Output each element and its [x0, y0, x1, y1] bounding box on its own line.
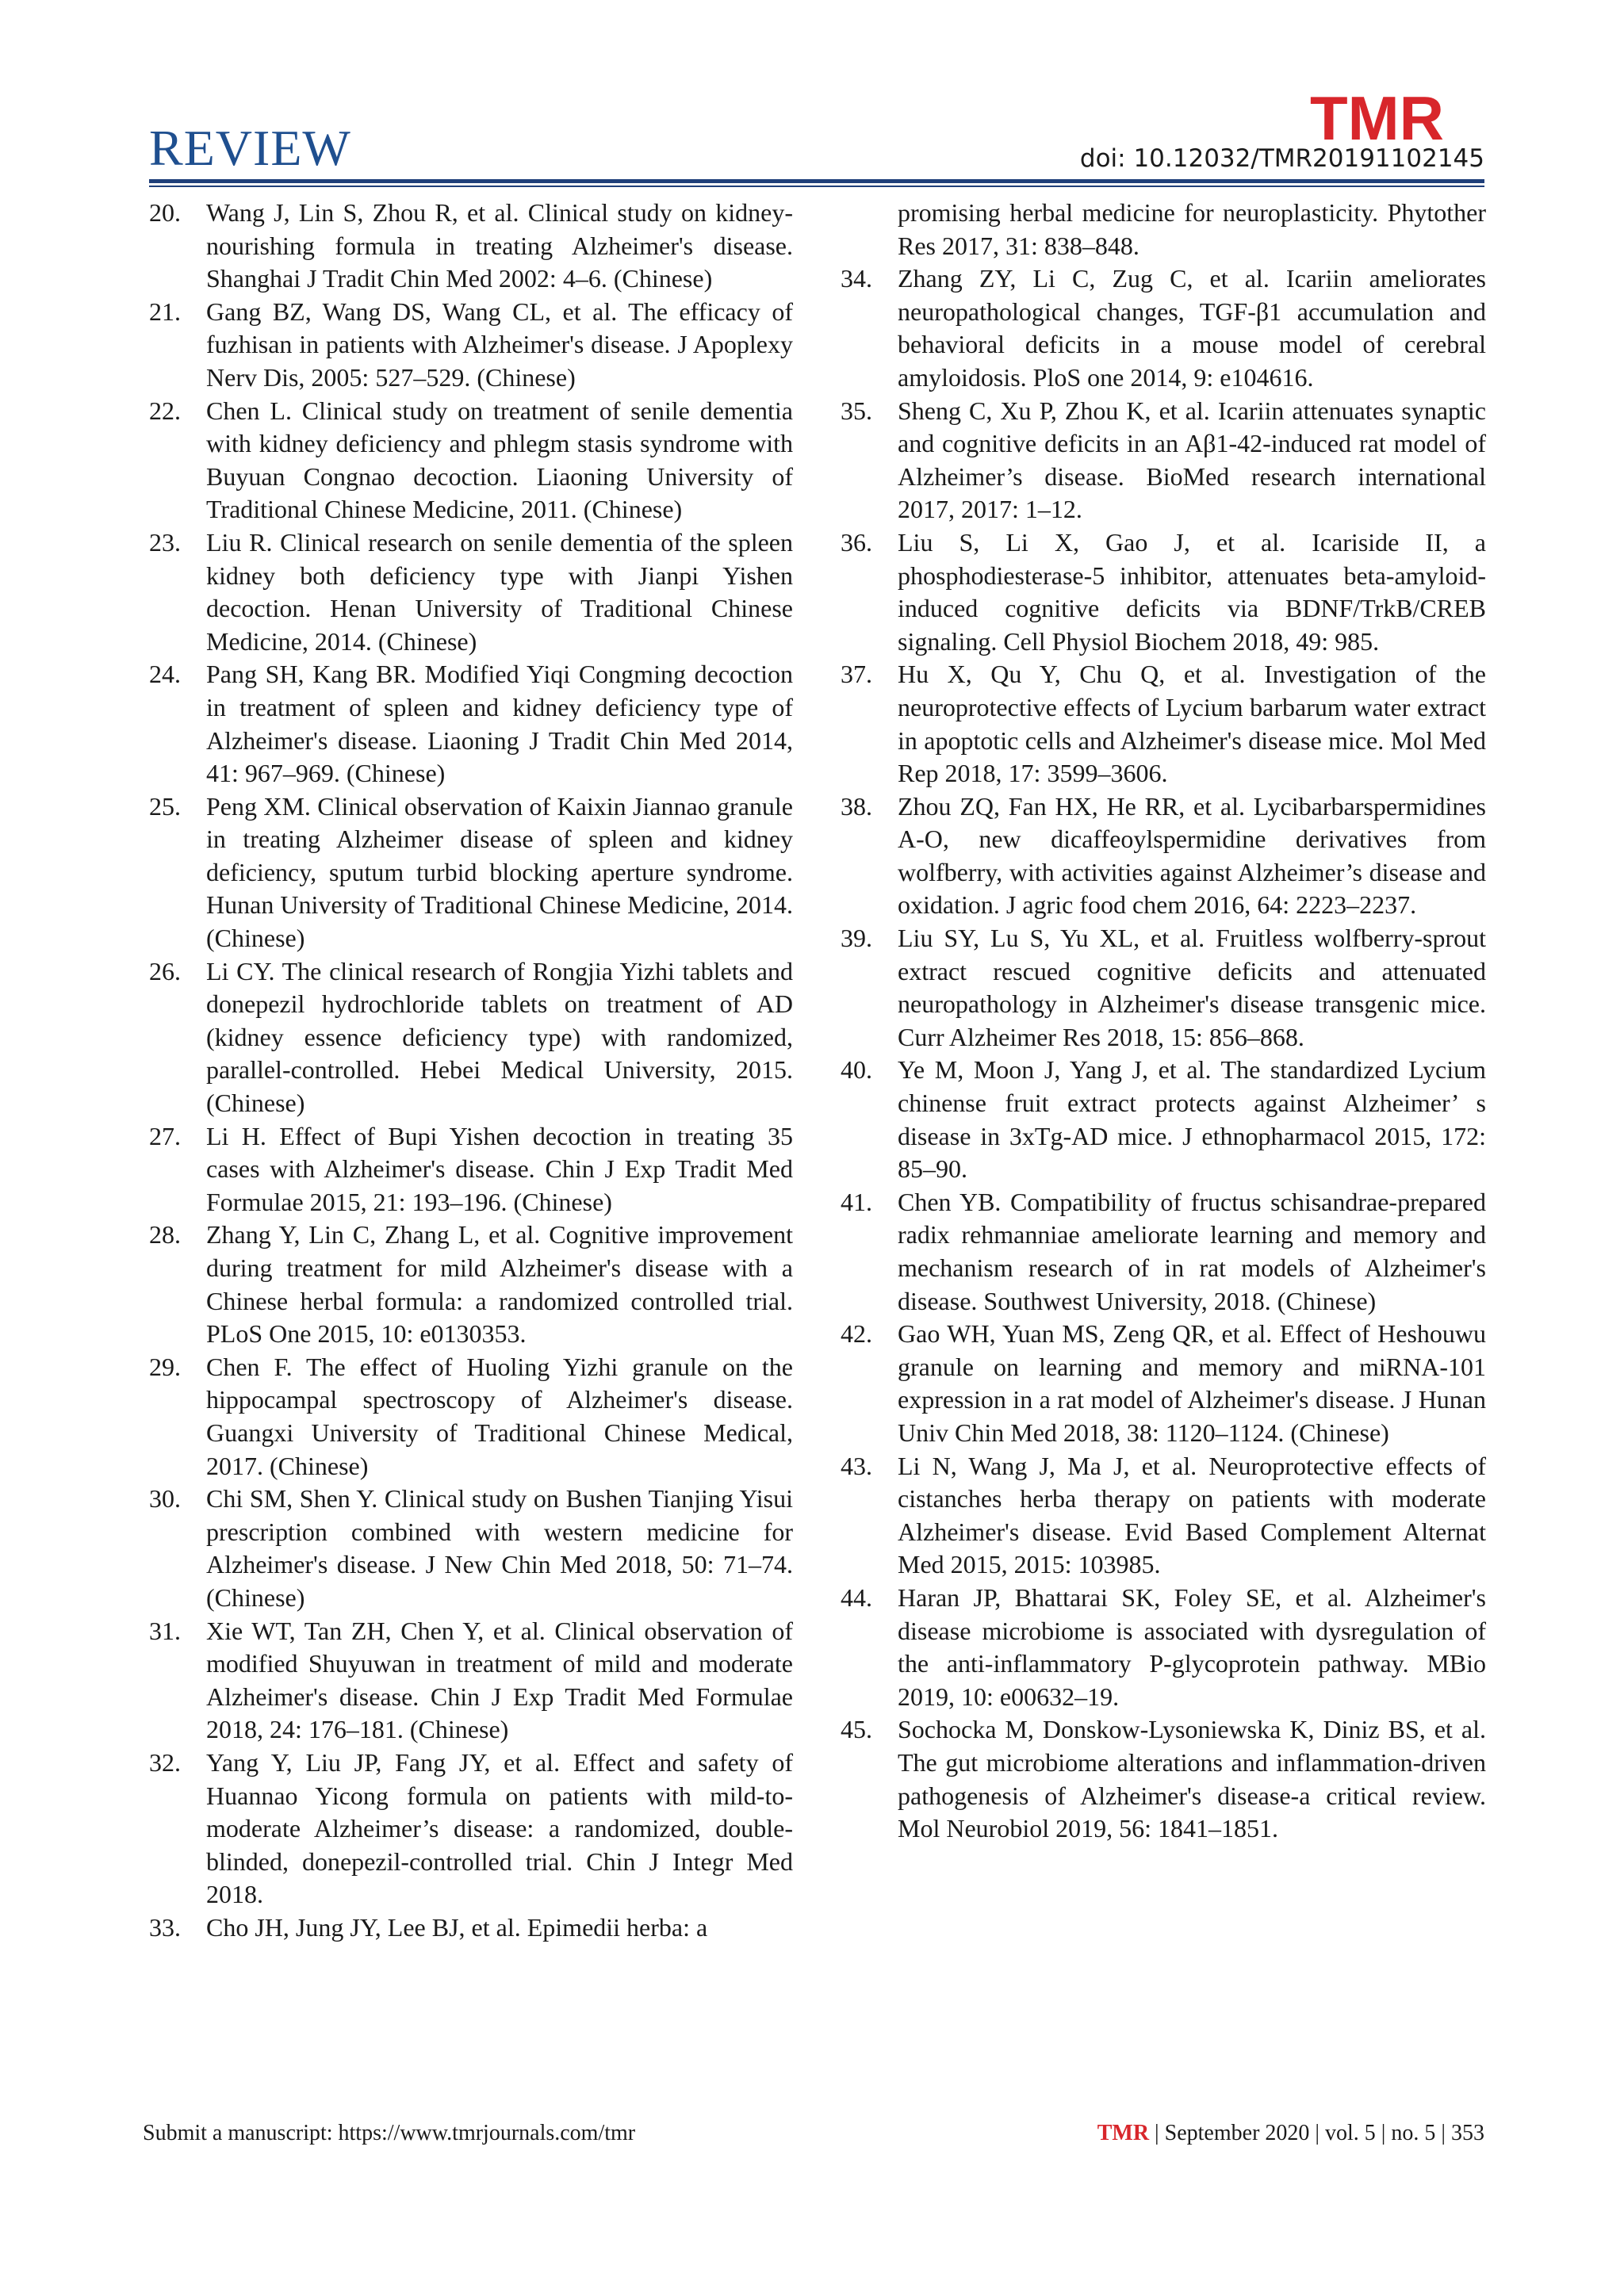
reference-item — [149, 1351, 793, 1483]
reference-item — [841, 1582, 1486, 1713]
reference-column-right — [841, 197, 1486, 1846]
reference-continuation: promising herbal medicine for neuroplasticity. Phytother Res 2017, 31: 838–848. — [898, 198, 1486, 260]
header-rule-thin — [149, 186, 1484, 187]
reference-number: 31. — [149, 1616, 181, 1645]
reference-item — [841, 1450, 1486, 1582]
reference-number: 38. — [841, 791, 872, 821]
reference-number: 36. — [841, 527, 872, 557]
reference-text: Gang BZ, Wang DS, Wang CL, et al. The efficacy of fuzhisan in patients with Alzheimer's disease. J Apoplexy Nerv Dis, 2005: 527–529. (Chinese) — [206, 297, 793, 392]
reference-number: 24. — [149, 660, 181, 689]
reference-item — [841, 1186, 1486, 1318]
reference-text: Chen YB. Compatibility of fructus schisandrae-prepared radix rehmanniae ameliorate learning and memory and mechanism research of in rat models of Alzheimer's disease. Southwest University, 2018. (Chinese) — [898, 1187, 1486, 1315]
reference-text: Cho JH, Jung JY, Lee BJ, et al. Epimedii herba: a — [206, 1912, 708, 1942]
reference-item — [149, 395, 793, 526]
reference-number: 27. — [149, 1121, 181, 1150]
footer-citation — [1097, 2121, 1484, 2146]
reference-text: Zhou ZQ, Fan HX, He RR, et al. Lycibarbarspermidines A-O, new dicaffeoylspermidine derivatives from wolfberry, with activities against Alzheimer’s disease and oxidation. J agric food chem 2016, 64: 2223–2237. — [898, 791, 1486, 920]
reference-text: Li CY. The clinical research of Rongjia Yizhi tablets and donepezil hydrochloride tablets on treatment of AD (kidney essence deficiency type) with randomized, parallel-controlled. Hebei Medical University, 2015. (Chinese) — [206, 956, 793, 1118]
reference-item — [149, 790, 793, 955]
reference-number: 22. — [149, 396, 181, 425]
reference-item — [149, 1219, 793, 1350]
reference-item — [841, 526, 1486, 658]
reference-text: Liu S, Li X, Gao J, et al. Icariside II, a phosphodiesterase-5 inhibitor, attenuates beta-amyloid-induced cognitive deficits via BDNF/TrkB/CREB signaling. Cell Physiol Biochem 2018, 49: 985. — [898, 527, 1486, 656]
reference-number: 43. — [841, 1451, 872, 1480]
reference-item — [149, 1483, 793, 1614]
reference-item — [149, 296, 793, 395]
reference-number: 39. — [841, 924, 872, 953]
reference-text: Sochocka M, Donskow-Lysoniewska K, Diniz BS, et al. The gut microbiome alterations and inflammation-driven pathogenesis of Alzheimer's disease-a critical review. Mol Neurobiol 2019, 56: 1841–1851. — [898, 1715, 1486, 1843]
reference-number: 40. — [841, 1055, 872, 1085]
reference-item — [149, 526, 793, 658]
reference-number: 42. — [841, 1319, 872, 1349]
reference-number: 28. — [149, 1220, 181, 1249]
reference-text: Zhang Y, Lin C, Zhang L, et al. Cognitive improvement during treatment for mild Alzheimer's disease with a Chinese herbal formula: a randomized controlled trial. PLoS One 2015, 10: e0130353. — [206, 1220, 793, 1349]
doi: doi: 10.12032/TMR20191102145 — [1079, 144, 1484, 173]
reference-text: Li N, Wang J, Ma J, et al. Neuroprotective effects of cistanches herba therapy on patients with moderate Alzheimer's disease. Evid Based Complement Alternat Med 2015, 2015: 103985. — [898, 1451, 1486, 1579]
reference-item — [841, 922, 1486, 1054]
reference-item — [149, 1120, 793, 1219]
reference-number: 26. — [149, 956, 181, 985]
journal-logo — [1310, 90, 1477, 147]
reference-number: 37. — [841, 660, 872, 689]
reference-item — [841, 1054, 1486, 1185]
reference-number: 34. — [841, 264, 872, 293]
reference-number: 32. — [149, 1747, 181, 1777]
footer-issue: | September 2020 | vol. 5 | no. 5 | 353 — [1149, 2121, 1484, 2145]
reference-number: 29. — [149, 1352, 181, 1381]
reference-item — [149, 1615, 793, 1747]
reference-text: Liu R. Clinical research on senile dementia of the spleen kidney both deficiency type with Jianpi Yishen decoction. Henan University of Traditional Chinese Medicine, 2014. (Chinese) — [206, 527, 793, 656]
header-rule-thick — [149, 179, 1484, 183]
reference-item — [841, 1318, 1486, 1449]
reference-number: 35. — [841, 396, 872, 425]
reference-number: 41. — [841, 1187, 872, 1216]
reference-text: Yang Y, Liu JP, Fang JY, et al. Effect and safety of Huannao Yicong formula on patients with mild-to-moderate Alzheimer’s disease: a randomized, double-blinded, donepezil-controlled trial. Chin J Integr Med 2018. — [206, 1747, 793, 1909]
reference-item — [149, 1747, 793, 1911]
reference-number: 20. — [149, 198, 181, 227]
reference-text: Sheng C, Xu P, Zhou K, et al. Icariin attenuates synaptic and cognitive deficits in an Aβ1-42-induced rat model of Alzheimer’s disease. BioMed research international 2017, 2017: 1–12. — [898, 396, 1486, 524]
submit-manuscript-link[interactable]: Submit a manuscript: https://www.tmrjournals.com/tmr — [143, 2121, 636, 2145]
reference-item — [149, 955, 793, 1120]
reference-item — [149, 1911, 793, 1945]
section-label: REVIEW — [149, 120, 351, 176]
reference-number: 25. — [149, 791, 181, 821]
reference-item — [841, 790, 1486, 922]
logo-text: TMR — [1310, 90, 1444, 147]
reference-text: Zhang ZY, Li C, Zug C, et al. Icariin ameliorates neuropathological changes, TGF-β1 accumulation and behavioral deficits in a mouse model of cerebral amyloidosis. PloS one 2014, 9: e104616. — [898, 264, 1486, 392]
reference-number: 30. — [149, 1484, 181, 1513]
reference-item — [149, 658, 793, 790]
reference-text: Xie WT, Tan ZH, Chen Y, et al. Clinical observation of modified Shuyuwan in treatment of mild and moderate Alzheimer's disease. Chin J Exp Tradit Med Formulae 2018, 24: 176–181. (Chinese) — [206, 1616, 793, 1744]
reference-text: Ye M, Moon J, Yang J, et al. The standardized Lycium chinense fruit extract protects against Alzheimer’ s disease in 3xTg-AD mice. J ethnopharmacol 2015, 172: 85–90. — [898, 1055, 1486, 1184]
reference-item — [149, 197, 793, 296]
reference-item — [841, 395, 1486, 526]
reference-text: Gao WH, Yuan MS, Zeng QR, et al. Effect of Heshouwu granule on learning and memory and miRNA-101 expression in a rat model of Alzheimer's disease. J Hunan Univ Chin Med 2018, 38: 1120–1124. (Chinese) — [898, 1319, 1486, 1447]
reference-text: Peng XM. Clinical observation of Kaixin Jiannao granule in treating Alzheimer disease of spleen and kidney deficiency, sputum turbid blocking aperture syndrome. Hunan University of Traditional Chinese Medicine, 2014. (Chinese) — [206, 791, 793, 953]
reference-text: Chi SM, Shen Y. Clinical study on Bushen Tianjing Yisui prescription combined with western medicine for Alzheimer's disease. J New Chin Med 2018, 50: 71–74. (Chinese) — [206, 1484, 793, 1612]
reference-item — [841, 1713, 1486, 1845]
reference-number: 45. — [841, 1715, 872, 1744]
reference-text: Wang J, Lin S, Zhou R, et al. Clinical study on kidney-nourishing formula in treating Alzheimer's disease. Shanghai J Tradit Chin Med 2002: 4–6. (Chinese) — [206, 198, 793, 293]
reference-text: Li H. Effect of Bupi Yishen decoction in treating 35 cases with Alzheimer's disease. Chin J Exp Tradit Med Formulae 2015, 21: 193–196. (Chinese) — [206, 1121, 793, 1216]
reference-number: 21. — [149, 297, 181, 326]
reference-text: Chen L. Clinical study on treatment of senile dementia with kidney deficiency and phlegm stasis syndrome with Buyuan Congnao decoction. Liaoning University of Traditional Chinese Medicine, 2011. (Chinese) — [206, 396, 793, 524]
reference-column-left — [149, 197, 793, 1944]
reference-item — [841, 658, 1486, 790]
reference-text: Hu X, Qu Y, Chu Q, et al. Investigation of the neuroprotective effects of Lycium barbarum water extract in apoptotic cells and Alzheimer's disease mice. Mol Med Rep 2018, 17: 3599–3606. — [898, 660, 1486, 788]
footer-brand: TMR — [1097, 2121, 1150, 2145]
reference-text: Chen F. The effect of Huoling Yizhi granule on the hippocampal spectroscopy of Alzheimer's disease. Guangxi University of Traditional Chinese Medical, 2017. (Chinese) — [206, 1352, 793, 1480]
reference-text: Liu SY, Lu S, Yu XL, et al. Fruitless wolfberry-sprout extract rescued cognitive deficits and attenuated neuropathology in Alzheimer's disease transgenic mice. Curr Alzheimer Res 2018, 15: 856–868. — [898, 924, 1486, 1051]
reference-number: 23. — [149, 527, 181, 557]
reference-item — [841, 262, 1486, 394]
reference-text: Haran JP, Bhattarai SK, Foley SE, et al. Alzheimer's disease microbiome is associated with dysregulation of the anti-inflammatory P-glycoprotein pathway. MBio 2019, 10: e00632–19. — [898, 1582, 1486, 1711]
reference-number: 33. — [149, 1912, 181, 1942]
reference-number: 44. — [841, 1582, 872, 1612]
reference-text: Pang SH, Kang BR. Modified Yiqi Congming decoction in treatment of spleen and kidney deficiency type of Alzheimer's disease. Liaoning J Tradit Chin Med 2014, 41: 967–969. (Chinese) — [206, 660, 793, 788]
